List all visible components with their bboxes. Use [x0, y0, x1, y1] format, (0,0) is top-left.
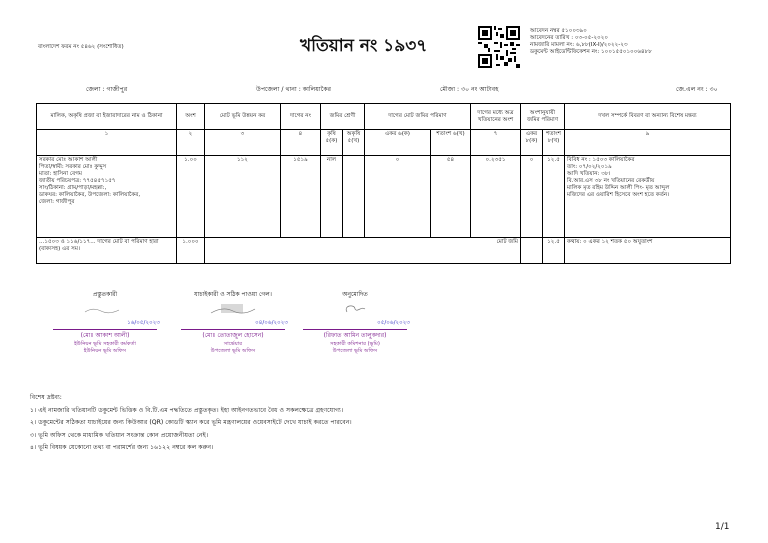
remarks-line: বি.আর.এস ৩৮ নং খতিয়ানের রেকর্ডীয়	[567, 178, 655, 184]
signature-stamp-icon	[203, 303, 263, 315]
header-dag-share: দাগের মধ্যে অত্র খতিয়ানের অংশ	[471, 104, 521, 130]
total-decimal-cell: ৫৪	[431, 156, 471, 238]
sub-header-non-agri: অকৃষি ৫(খ)	[343, 130, 365, 156]
notes-section	[30, 392, 352, 455]
col-number: ৪	[281, 130, 321, 156]
footer-in-words: কথায়: ০ একর ১২ শতক ৫০ অযুতাংশ	[565, 238, 731, 264]
meta-application-no: আবেদন নম্বর ৫১০০৩৯০	[530, 28, 587, 34]
header-owner: মালিক, অকৃষি প্রজা বা ইজারাদারের নাম ও ঠিকানা	[37, 104, 177, 130]
col-number: ২	[177, 130, 205, 156]
signature-preparer	[50, 289, 160, 354]
district-label: জেলা : গাজীপুর	[86, 86, 128, 93]
sub-header-acre: একর ৬(ক)	[365, 130, 431, 156]
remarks-line: তাং: ০৭/০২/২০১৯	[567, 164, 612, 170]
notes-heading: বিশেষ দ্রষ্টব্য:	[30, 394, 62, 401]
table-footer-row	[37, 238, 731, 264]
sub-header-share-acre: একর ৮(ক)	[521, 130, 543, 156]
col-number: ৯	[565, 130, 731, 156]
header-dag-no: দাগের নং	[281, 104, 321, 130]
owner-line: ডাকঘর: কালিয়াকৈর, উপজেলা: কালিয়াকৈর,	[39, 192, 141, 198]
signature-scribble-icon	[75, 305, 135, 315]
note-item: ৩। ভূমি অফিস থেকে মাধ্যমিক খতিয়ান সংক্রান্ত কোন প্রয়োজনীয়তা নেই।	[30, 431, 209, 439]
remarks-line: মজিদের এর ওয়ারিশ হিসেবে অংশ হতে কর্তন।	[567, 192, 670, 198]
total-acre-cell: ০	[365, 156, 431, 238]
footer-share-total: ১.০০০	[177, 238, 205, 264]
owner-line: মাতা: হাসিনা বেগম	[39, 171, 82, 177]
footer-note: ...১৫০৩ ও ১১৬/১১৭... দাগের মোট বা পরিমাণ হারা (বাক্যসহ) এর সম।	[37, 238, 177, 264]
note-item: ৪। ভূমি বিষয়ক যেকোনো তথ্য বা পরামর্শের জন্য ১৬১২২ নম্বরে কল করুন।	[30, 444, 214, 451]
signature-name: (মোঃ তোতাজুল হোসেন)	[202, 332, 264, 339]
owner-line: সাং/ঠিকানা: গ্রাম/পাড়া/মহল্লা:,	[39, 185, 107, 191]
table-header-row	[37, 104, 731, 130]
header-tax: মোট ভূমি উন্নয়ন কর	[205, 104, 281, 130]
footer-total-label: মোট জমি	[205, 238, 521, 264]
jl-number-label: জে.এল নং : ৩০	[676, 86, 718, 93]
owner-cell	[37, 156, 177, 238]
share-acre-cell: ০	[521, 156, 543, 238]
document-meta	[530, 28, 652, 56]
signature-scribble-icon	[325, 303, 385, 315]
signature-name: (মোঃ আকাশ আলী)	[80, 332, 130, 339]
signature-approver	[300, 289, 410, 354]
header-share-land: অংশানুযায়ী জমির পরিমাণ	[521, 104, 565, 130]
signature-date: ০৪/০৬/২০২৩	[255, 320, 288, 326]
remarks-cell	[565, 156, 731, 238]
meta-document-id: ডকুমেন্ট আইডেন্টিফিকেশন নং: ১০০১৫৫০১০০৬৪৮৮	[530, 49, 652, 55]
meta-application-date: আবেদনের তারিখ : ০৩-০৫-২০২০	[530, 35, 609, 41]
page-indicator: 1/1	[715, 522, 730, 532]
footer-empty	[521, 238, 543, 264]
table-number-row	[37, 130, 731, 156]
upazila-label: উপজেলা / থানা : কালিয়াকৈর	[256, 86, 332, 93]
col-number: ১	[37, 130, 177, 156]
signature-designation: ইউনিয়ন ভূমি সহকারী কর্মকর্তা	[74, 341, 136, 347]
header-land-class: জমির শ্রেণী	[321, 104, 365, 130]
sub-header-decimal: শতাংশ ৬(খ)	[431, 130, 471, 156]
footer-total-decimal: ১২.৫	[543, 238, 565, 264]
signature-verifier	[178, 289, 288, 354]
owner-line: সরকার মোঃ আকাশ আলী	[39, 157, 98, 163]
header-remarks: দখল সম্পর্কে বিবরণ বা অন্যান্য বিশেষ মন্তব্য	[565, 104, 731, 130]
page-title: খতিয়ান নং ১৯৩৭	[300, 36, 428, 56]
signature-office: উপজেলা ভূমি অফিস	[210, 347, 256, 354]
signature-name: (রিফাত আমিন তালুকদার)	[323, 332, 387, 339]
tax-cell: ১১২	[205, 156, 281, 238]
qr-code-icon	[478, 26, 520, 68]
form-number: বাংলাদেশ ফরম নং ৫৪৬২ (সংশোধিত)	[38, 44, 124, 50]
signature-office: উপজেলা ভূমি অফিস	[332, 347, 378, 354]
note-item: ১। এই নামজারি খতিয়ানটি ডকুমেন্ট ভিত্তিক ও বি.টি.এম পদ্ধতিতে প্রস্তুতকৃত। ইহা আইনগতভাবে বৈধ ও সকলক্ষেত্রে গ্রহণযোগ্য।	[30, 406, 344, 414]
owner-line: জেলা: গাজীপুর	[39, 199, 75, 205]
header-share: অংশ	[177, 104, 205, 130]
remarks-line: আদি খতিয়ান: ৩৮।	[567, 171, 611, 177]
dag-cell: ১৫১৯	[281, 156, 321, 238]
mouza-label: মৌজা : ৩০ নং আটাবহ	[440, 86, 499, 93]
signature-label: যাচাইকারী ও সঠিক পাওয়া গেল।	[194, 291, 272, 298]
col-number: ৩	[205, 130, 281, 156]
sub-header-share-decimal: শতাংশ ৮(খ)	[543, 130, 565, 156]
share-cell: ১.০০	[177, 156, 205, 238]
signature-label: অনুমোদিত	[342, 291, 368, 298]
header-total-land: দাগের মোট জমির পরিমাণ	[365, 104, 471, 130]
signature-date: ০৫/০৬/২০২৩	[377, 320, 410, 326]
col-number: ৭	[471, 130, 521, 156]
signature-label: প্রস্তুতকারী	[92, 291, 118, 298]
khatian-table	[36, 103, 731, 264]
share-decimal-cell: ১২.৫	[543, 156, 565, 238]
remarks-line: মালিক মৃত রহিম উদ্দিন আলী পিং- মৃত আব্দুল	[567, 185, 670, 191]
signature-designation: সার্ভেয়ার	[223, 341, 243, 347]
meta-case-no: নামজারি মামলা নং: ৬,৮৮(IX-I)/২০২২-২৩	[530, 42, 628, 48]
remarks-line: বিবিধ নং : ১৫০৩ কালিয়াকৈর	[567, 157, 635, 163]
dag-share-cell: ০.২৩৫১	[471, 156, 521, 238]
owner-line: জাতীয় পরিচয়পত্র: ৭৭৫৪৫৭১৫৭	[39, 178, 116, 184]
owner-line: পিতা/স্বামী: সরকার মোঃ কুদ্দুস	[39, 164, 107, 170]
land-class-b-cell	[343, 156, 365, 238]
signature-office: ইউনিয়ন ভূমি অফিস	[83, 347, 127, 354]
land-class-cell: নাল	[321, 156, 343, 238]
sub-header-agri: কৃষি ৫(ক)	[321, 130, 343, 156]
table-row	[37, 156, 731, 238]
signature-date: ১৬/০৫/২০২৩	[127, 320, 160, 326]
note-item: ২। ডকুমেন্টের সঠিকতা যাচাইয়ের জন্য কিউআর (QR) কোডটি স্ক্যান করে ভূমি মন্ত্রণালয়ের ওয়েবসাইটে দেখে যাচাই করতে পারবেন।	[30, 419, 352, 426]
signature-designation: সহকারী কমিশনার (ভূমি)	[330, 341, 380, 347]
